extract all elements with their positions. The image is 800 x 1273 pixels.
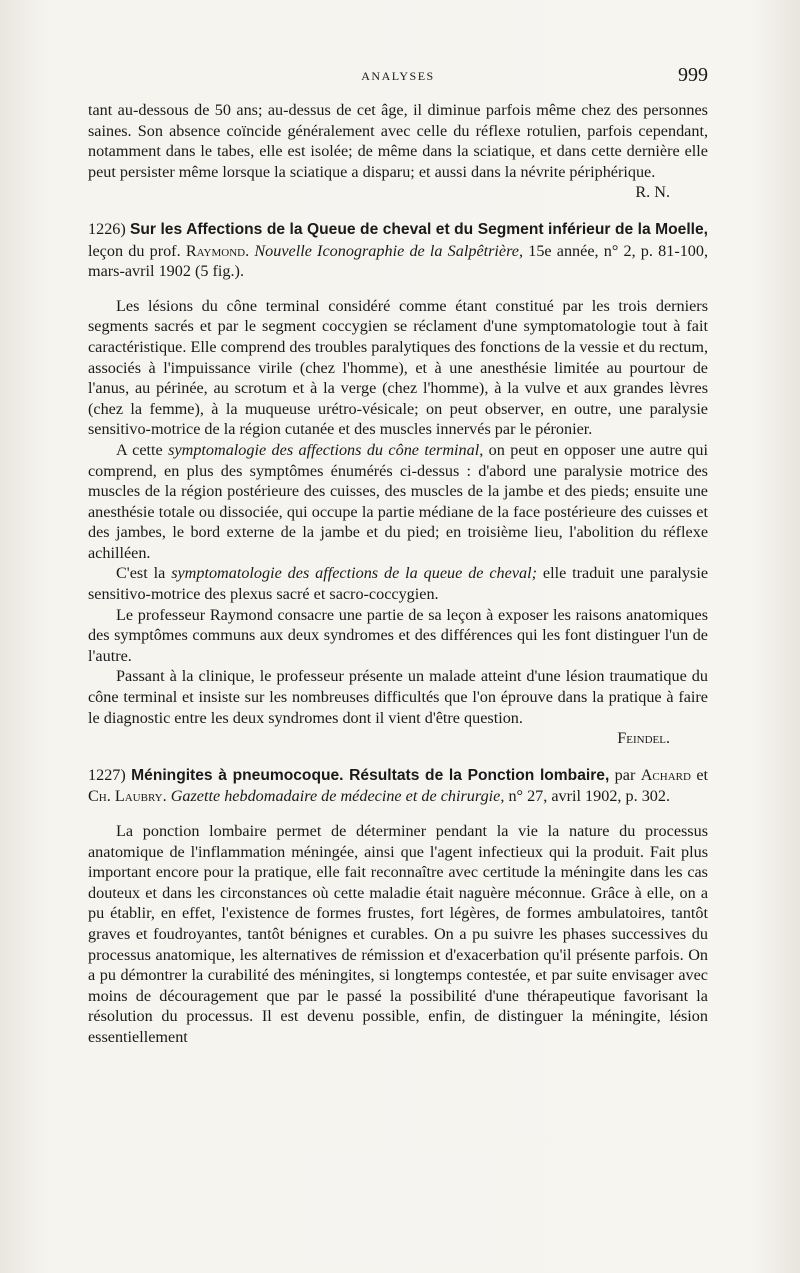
article-details: 15e année, n° 2, p. 81-100, mars-avril 1902 (5 fig.).: [88, 241, 709, 281]
article-1226-signature: Feindel.: [617, 729, 670, 748]
emphasis: symptomalogie des affections du cône terminal,: [168, 440, 484, 459]
article-1226-paragraph-5: Passant à la clinique, le professeur présente un malade atteint d'une lésion traumatique du cône terminal et insiste sur les nombreuses difficultés que l'on éprouve dans la pratique à faire le diagnostic entre les deux syndromes dont il vient d'être question.: [88, 667, 708, 727]
intro-signature: R. N.: [635, 183, 670, 202]
article-lecture: leçon du prof.: [88, 241, 181, 260]
article-author: Raymond.: [185, 241, 250, 260]
article-1226-paragraph-4: Le professeur Raymond consacre une partie de sa leçon à exposer les raisons anatomiques des symptômes communs aux deux syndromes et des différences qui les font distinguer l'un de l'autre.: [88, 605, 708, 665]
article-1227-paragraph: La ponction lombaire permet de déterminer pendant la vie la nature du processus anatomique de l'inflammation méningée, ainsi que l'agent infectieux qui la produit. Fait plus important encore pour la pratique, elle fait reconnaître avec certitude la méningite dans les cas douteux et dans les circonstances où cette maladie était naguère méconnue. Grâce à elle, on a pu établir, en effet, l'existence de formes frustes, fort légères, de formes ambulatoires, tantôt graves et foudroyantes, tantôt bénignes et curables. On a pu suivre les phases successives du processus anatomique, les alternatives de rémission et d'exacerbation qu'il présente parfois. On a pu démontrer la curabilité des méningites, si longtemps contestée, et par suite envisager avec moins de découragement que par le passé la possibilité d'une thérapeutique favorisant la résolution du processus. Il est devenu possible, enfin, de distinguer la méningite, lésion essentiellement: [88, 822, 708, 1046]
article-number: 1226): [88, 219, 126, 238]
section-title: ANALYSES: [361, 69, 435, 83]
article-author-1: Achard: [640, 765, 691, 784]
emphasis: symptomatologie des affections de la queue de cheval;: [171, 564, 537, 583]
text-run: elle traduit une paralysie sensitivo-motrice des plexus sacré et sacro-coccygien.: [88, 564, 709, 604]
article-number: 1227): [88, 765, 126, 784]
text-run: C'est la: [116, 564, 166, 583]
article-1226-paragraph-1: Les lésions du cône terminal considéré comme étant constitué par les trois derniers segments sacrés et par le segment coccygien se réclament d'une symptomatologie tout à fait caractéristique. Elle comprend des troubles paralytiques des fonctions de la vessie et du rectum, associés à l'impuissance virile (chez l'homme), et à une anesthésie limitée au pourtour de l'anus, au périnée, au scrotum et à la verge (chez l'homme), à la vulve et aux grandes lèvres (chez la femme), à la muqueuse urétro-vésicale; on peut observer, en outre, une paralysie sensitivo-motrice de la région cutanée et des muscles innervés par le péronier.: [88, 296, 708, 439]
article-by: par: [614, 765, 636, 784]
article-and: et: [696, 765, 709, 784]
article-1227-heading: [88, 765, 708, 807]
text-body: [88, 100, 708, 1048]
article-details: n° 27, avril 1902, p. 302.: [508, 787, 671, 806]
text-run: A cette: [116, 440, 163, 459]
page-number: 999: [678, 64, 708, 86]
running-header: [88, 64, 708, 88]
article-author-2: Ch. Laubry.: [88, 787, 167, 806]
article-title: Méningites à pneumocoque. Résultats de la Ponction lombaire,: [131, 766, 610, 784]
intro-paragraph: tant au-dessous de 50 ans; au-dessus de cet âge, il diminue parfois même chez des personnes saines. Son absence coïncide généralement avec celle du réflexe rotulien, parfois cependant, notamment dans le tabes, elle est isolée; de même dans la sciatique, et dans cette dernière elle peut persister même lorsque la sciatique a disparu; et aussi dans la névrite périphérique.: [88, 101, 708, 181]
article-1226-paragraph-3: [88, 563, 708, 604]
article-journal: Nouvelle Iconographie de la Salpêtrière,: [254, 241, 524, 260]
article-title: Sur les Affections de la Queue de cheval et du Segment inférieur de la Moelle,: [129, 220, 708, 238]
text-run: on peut en opposer une autre qui comprend, en plus des symptômes énumérés ci-dessus : d'abord une paralysie motrice des muscles de la région postérieure des cuisses, des muscles de la jambe et des pieds; ensuite une anesthésie totale ou dissociée, qui occupe la partie médiane de la face postérieure des cuisses et des jambes, le bord externe de la jambe et du pied; en troisième lieu, l'abolition du réflexe achilléen.: [88, 440, 708, 562]
article-1226-heading: [88, 219, 708, 282]
article-1226-paragraph-2: [88, 440, 708, 564]
article-journal: Gazette hebdomadaire de médecine et de chirurgie,: [170, 787, 505, 806]
